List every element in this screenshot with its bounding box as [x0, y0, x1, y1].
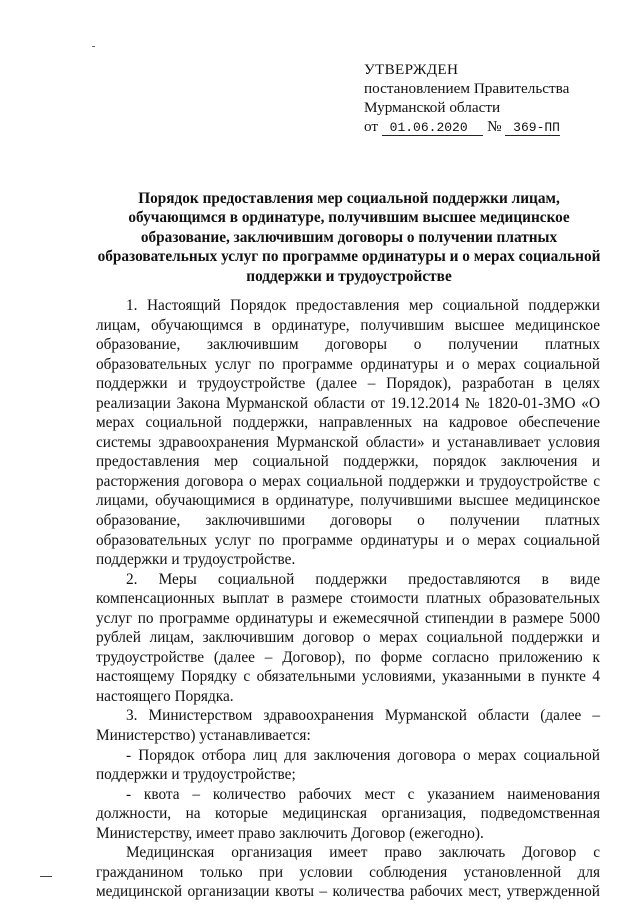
- title-line: обучающимся в ординатуре, получившим высшее медицинское: [128, 209, 570, 227]
- approval-region: Мурманской области: [364, 99, 501, 116]
- paragraph-3: 3. Министерством здравоохранения Мурманской области (далее – Министерство) устанавливается:: [96, 707, 600, 745]
- document-title: [92, 189, 606, 286]
- paragraph-5: - квота – количество рабочих мест с указанием наименования должности, на которые медицинская организация, подведомственная Министерству, имеет право заключить Договор (ежегодно).: [96, 785, 600, 842]
- scan-mark: [40, 876, 52, 877]
- scan-mark: [92, 46, 95, 47]
- paragraph-4: - Порядок отбора лиц для заключения договора о мерах социальной поддержки и трудоустройстве;: [96, 746, 600, 784]
- approval-authority: постановлением Правительства: [364, 80, 570, 97]
- approval-date-line: [364, 117, 569, 136]
- approval-title: УТВЕРЖДЕН: [364, 61, 459, 78]
- paragraph-6: Медицинская организация имеет право заключать Договор с гражданином только при условии соблюдения установленной для медицинской организации квоты – количества рабочих мест, утвержденной: [96, 844, 600, 901]
- paragraph-2: 2. Меры социальной поддержки предоставляются в виде компенсационных выплат в размере стоимости платных образовательных услуг по программе ординатуры и ежемесячной стипендии в размере 5000 рублей лицам, заключившим договор о мерах социальной поддержки и трудоустройстве (далее – Договор), по форме согласно приложению к настоящему Порядку с обязательными условиями, указанными в пункте 4 настоящего Порядка.: [96, 570, 600, 705]
- title-line: образование, заключившим договоры о получении платных: [140, 228, 558, 246]
- title-line: поддержки и трудоустройстве: [246, 267, 452, 285]
- date-prefix: от: [364, 118, 379, 135]
- approval-date: 01.06.2020: [382, 121, 483, 136]
- paragraph-1: 1. Настоящий Порядок предоставления мер социальной поддержки лицам, обучающимся в ординатуре, получившим высшее медицинское образование, заключившим договоры о получении платных образовательных услуг по программе ординатуры и о мерах социальной поддержки и трудоустройстве (далее – Порядок), разработан в целях реализации Закона Мурманской области от 19.12.2014 № 1820-01-ЗМО «О мерах социальной поддержки, направленных на кадровое обеспечение системы здравоохранения Мурманской области» и устанавливает условия предоставления мер социальной поддержки, порядок заключения и расторжения договора о мерах социальной поддержки и трудоустройстве с лицами, обучающимися в ординатуре, получившими высшее медицинское образование, заключившими договоры о получении платных образовательных услуг по программе ординатуры и о мерах социальной поддержки и трудоустройстве.: [96, 297, 600, 569]
- number-prefix: №: [487, 118, 502, 135]
- approval-number: 369-ПП: [505, 121, 560, 136]
- title-line: образовательных услуг по программе ординатуры и о мерах социальной: [97, 248, 601, 266]
- document-body: [96, 296, 600, 902]
- title-line: Порядок предоставления мер социальной поддержки лицам,: [138, 190, 560, 207]
- approval-stamp: [364, 60, 569, 136]
